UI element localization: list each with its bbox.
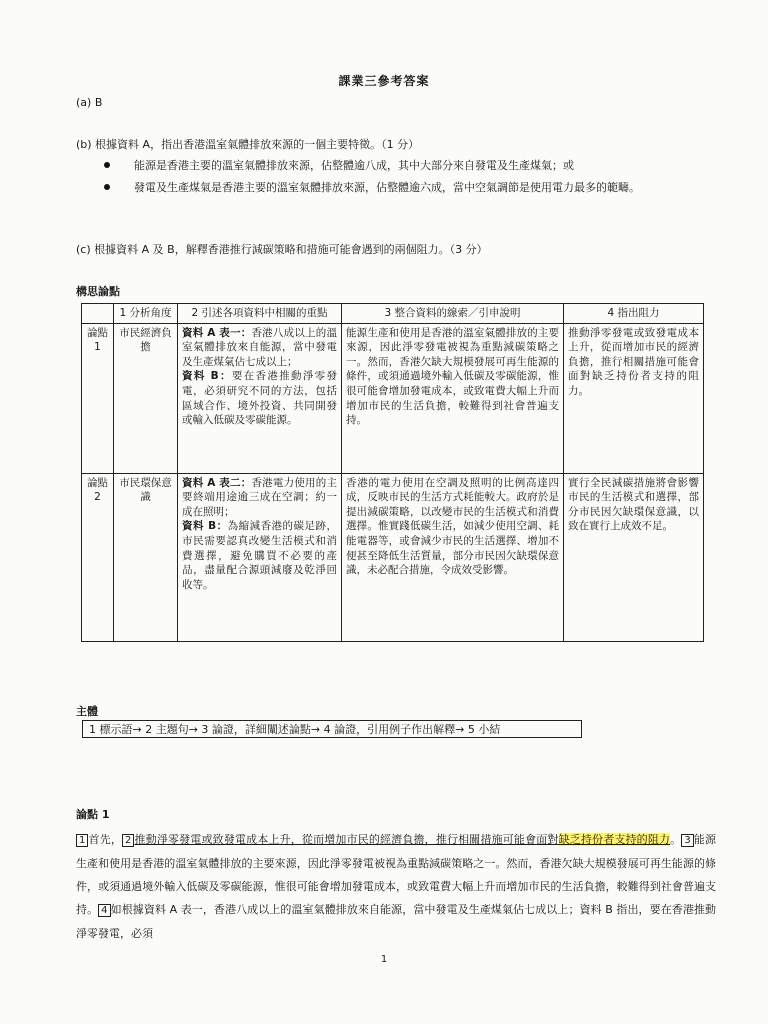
point1-heading: 論點 1	[76, 808, 110, 821]
table-header-cell: 2 引述各項資料中相關的重點	[178, 304, 342, 324]
evidence-cell	[178, 323, 342, 473]
evidence-cell	[178, 473, 342, 641]
evidence-text: 香港電力使用的主要終端用途逾三成在空調；約一成在照明；	[182, 476, 337, 518]
question-b: (b) 根據資料 A，指出香港溫室氣體排放來源的一個主要特徵。（1 分）	[76, 138, 420, 151]
evidence-source: 資料 A 表二：	[182, 476, 252, 489]
step-number-box: 2	[122, 834, 134, 847]
marker-text: 首先，	[88, 833, 123, 846]
table-header-cell: 4 指出阻力	[564, 304, 704, 324]
step-number-box: 4	[98, 904, 110, 917]
evidence-source: 資料 A 表一：	[182, 326, 252, 339]
table-header-cell	[82, 304, 114, 324]
point1-paragraph	[76, 828, 716, 945]
row-label: 論點 2	[82, 473, 114, 641]
highlighted-obstacle: 缺乏持份者支持的阻力	[558, 833, 671, 846]
evidence-source: 資料 B：	[182, 370, 232, 383]
answer-a: (a) B	[76, 96, 103, 109]
question-c: (c) 根據資料 A 及 B，解釋香港推行減碳策略和措施可能會遇到的兩個阻力。（3 分）	[76, 243, 488, 256]
argument-plan-table	[81, 303, 704, 642]
structure-box: 1 標示語→ 2 主題句→ 3 論證，詳細闡述論點→ 4 論證，引用例子作出解釋→ 5 小結	[82, 720, 582, 738]
structure-heading: 主體	[76, 705, 98, 718]
explanation-cell: 能源生產和使用是香港的溫室氣體排放的主要來源，因此淨零發電被視為重點減碳策略之一。然而，香港欠缺大規模發展可再生能源的條件，或須通過境外輸入低碳及零碳能源，惟很可能會增加發電成本，或致電費大幅上升而增加市民的生活負擔，較難得到社會普遍支持。	[342, 323, 564, 473]
table-header-row	[82, 304, 704, 324]
table-row	[82, 323, 704, 473]
bullet-icon	[104, 162, 110, 168]
evidence-text: 香港八成以上的溫室氣體排放來自能源，當中發電及生產煤氣佔七成以上；	[182, 326, 337, 368]
page-number: 1	[380, 954, 388, 965]
topic-sentence-end: 。	[670, 833, 682, 846]
answer-b-bullet	[104, 157, 714, 177]
example-text: 如根據資料 A 表一，香港八成以上的溫室氣體排放來自能源，當中發電及生產煤氣佔七成以上；資料 B 指出，要在香港推動淨零發電，必須	[76, 903, 717, 940]
argument-text: 能源生產和使用是香港的溫室氣體排放的主要來源，因此淨零發電被視為重點減碳策略之一。然而，香港欠缺大規模發展可再生能源的條件，或須通過境外輸入低碳及零碳能源，惟很可能會增加發電成本，或致電費大幅上升而增加市民的生活負擔，較難得到社會普遍支持。	[76, 833, 717, 916]
evidence-text: 要在香港推動淨零發電，必須研究不同的方法，包括區域合作、境外投資、共同開發或輸入低碳及零碳能源。	[182, 370, 337, 427]
page-title: 課業三參考答案	[338, 74, 430, 88]
evidence-source: 資料 B：	[182, 520, 228, 533]
row-label: 論點 1	[82, 323, 114, 473]
analysis-angle: 市民環保意識	[114, 473, 178, 641]
explanation-cell: 香港的電力使用在空調及照明的比例高達四成，反映市民的生活方式耗能較大。政府於是提出減碳策略，以改變市民的生活模式和消費選擇。惟實踐低碳生活，如減少使用空調、耗能電器等，或會減少市民的生活選擇、增加不便甚至降低生活質量，部分市民因欠缺環保意識，未必配合措施，令成效受影響。	[342, 473, 564, 641]
obstacle-cell: 實行全民減碳措施將會影響市民的生活模式和選擇，部分市民因欠缺環保意識，以致在實行上成效不足。	[564, 473, 704, 641]
analysis-angle: 市民經濟負擔	[114, 323, 178, 473]
obstacle-cell: 推動淨零發電或致發電成本上升，從而增加市民的經濟負擔，推行相關措施可能會面對缺乏持份者支持的阻力。	[564, 323, 704, 473]
answer-b-bullet	[104, 179, 714, 215]
plan-heading: 構思論點	[76, 285, 120, 298]
bullet-text: 能源是香港主要的溫室氣體排放來源，佔整體逾八成，其中大部分來自發電及生產煤氣；或	[134, 159, 574, 172]
table-header-cell: 3 整合資料的線索／引申說明	[342, 304, 564, 324]
bullet-text: 發電及生產煤氣是香港主要的溫室氣體排放來源，佔整體逾六成，當中空氣調節是使用電力最多的範疇。	[134, 181, 640, 194]
step-number-box: 3	[681, 834, 693, 847]
bullet-icon	[104, 184, 110, 190]
topic-sentence: 推動淨零發電或致發電成本上升，從而增加市民的經濟負擔，推行相關措施可能會面對	[134, 833, 559, 846]
table-header-cell: 1 分析角度	[114, 304, 178, 324]
evidence-text: 為縮減香港的碳足跡，市民需要認真改變生活模式和消費選擇，避免購買不必要的產品，盡量配合源頭減廢及乾淨回收等。	[182, 520, 337, 591]
table-row	[82, 473, 704, 641]
step-number-box: 1	[76, 834, 88, 847]
